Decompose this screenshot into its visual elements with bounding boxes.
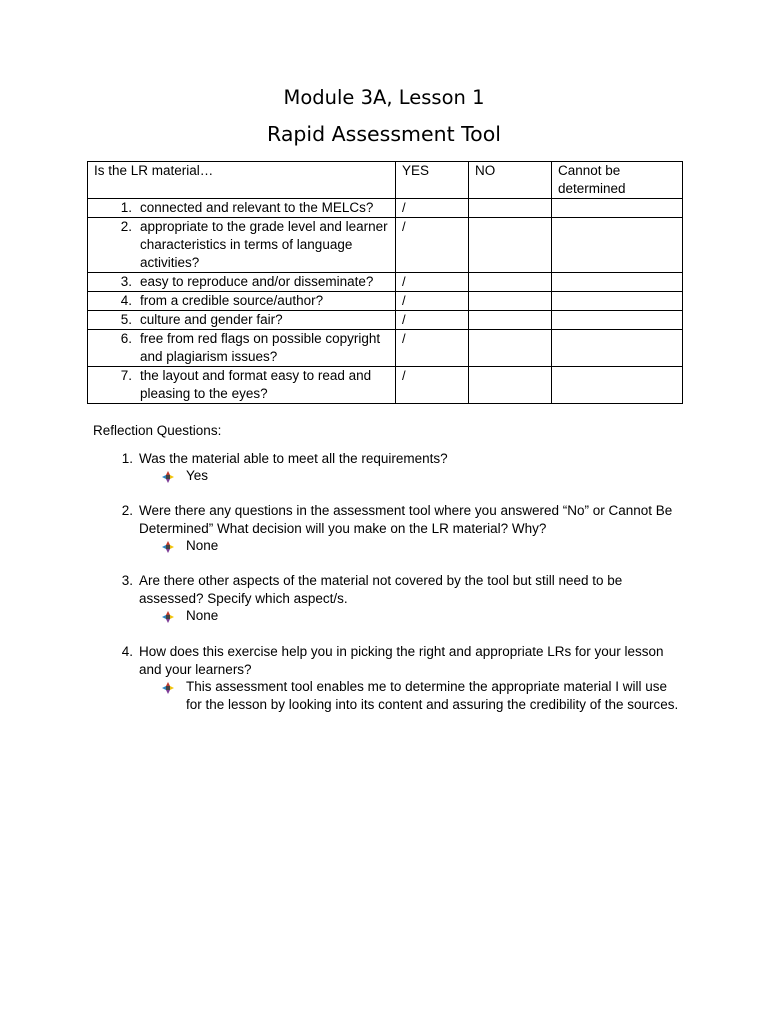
cbd-cell xyxy=(552,292,683,311)
cbd-cell xyxy=(552,218,683,273)
header-criteria: Is the LR material… xyxy=(88,162,396,199)
row-criterion: free from red flags on possible copyright and plagiarism issues? xyxy=(140,331,381,364)
reflection-answer xyxy=(160,678,680,714)
table-row xyxy=(88,273,683,292)
row-number: 6. xyxy=(120,331,132,346)
cbd-cell xyxy=(552,311,683,330)
row-number: 4. xyxy=(120,293,132,308)
table-header-row xyxy=(88,162,683,199)
table-row xyxy=(88,330,683,367)
question-text: How does this exercise help you in picking the right and appropriate LRs for your lesson and your learners? xyxy=(139,644,664,677)
arrow-bullet-icon xyxy=(160,678,186,714)
reflection-answer xyxy=(160,537,680,555)
reflection-question xyxy=(113,502,673,538)
yes-mark: / xyxy=(396,292,469,311)
yes-mark: / xyxy=(396,218,469,273)
reflection-answer xyxy=(160,607,680,625)
row-criterion: connected and relevant to the MELCs? xyxy=(140,200,374,215)
question-text: Was the material able to meet all the requirements? xyxy=(139,451,448,466)
table-row xyxy=(88,199,683,218)
no-cell xyxy=(469,199,552,218)
assessment-table xyxy=(87,161,683,404)
table-row xyxy=(88,218,683,273)
no-cell xyxy=(469,218,552,273)
no-cell xyxy=(469,367,552,404)
reflection-answer xyxy=(160,467,680,485)
row-number: 3. xyxy=(120,274,132,289)
header-yes: YES xyxy=(396,162,469,199)
row-criterion: easy to reproduce and/or disseminate? xyxy=(140,274,374,289)
row-number: 5. xyxy=(120,312,132,327)
yes-mark: / xyxy=(396,199,469,218)
table-row xyxy=(88,367,683,404)
answer-text: This assessment tool enables me to determine the appropriate material I will use for the lesson by looking into its content and assuring the credibility of the sources. xyxy=(186,679,679,712)
no-cell xyxy=(469,311,552,330)
cbd-cell xyxy=(552,273,683,292)
row-number: 1. xyxy=(120,200,132,215)
answer-text: Yes xyxy=(186,468,209,483)
arrow-bullet-icon xyxy=(160,467,186,485)
page-title: Rapid Assessment Tool xyxy=(267,122,501,146)
answer-text: None xyxy=(186,608,219,623)
row-number: 7. xyxy=(120,368,132,383)
no-cell xyxy=(469,292,552,311)
row-number: 2. xyxy=(120,219,132,234)
header-cannot-be-determined: Cannot be determined xyxy=(552,162,683,199)
question-text: Were there any questions in the assessment tool where you answered “No” or Cannot Be Determined” What decision will you make on the LR material? Why? xyxy=(139,503,673,536)
question-number: 4. xyxy=(121,644,133,659)
yes-mark: / xyxy=(396,311,469,330)
no-cell xyxy=(469,273,552,292)
question-number: 1. xyxy=(121,451,133,466)
cbd-cell xyxy=(552,199,683,218)
table-row xyxy=(88,292,683,311)
reflection-question xyxy=(113,572,673,608)
table-row xyxy=(88,311,683,330)
reflection-question xyxy=(113,450,673,468)
cbd-cell xyxy=(552,367,683,404)
row-criterion: the layout and format easy to read and pleasing to the eyes? xyxy=(140,368,372,401)
question-number: 2. xyxy=(121,503,133,518)
reflection-question xyxy=(113,643,673,679)
no-cell xyxy=(469,330,552,367)
question-number: 3. xyxy=(121,573,133,588)
arrow-bullet-icon xyxy=(160,607,186,625)
header-no: NO xyxy=(469,162,552,199)
module-title: Module 3A, Lesson 1 xyxy=(283,86,485,109)
reflection-heading: Reflection Questions: xyxy=(93,423,222,438)
yes-mark: / xyxy=(396,367,469,404)
arrow-bullet-icon xyxy=(160,537,186,555)
answer-text: None xyxy=(186,538,219,553)
yes-mark: / xyxy=(396,330,469,367)
yes-mark: / xyxy=(396,273,469,292)
question-text: Are there other aspects of the material not covered by the tool but still need to be assessed? Specify which aspect/s. xyxy=(139,573,623,606)
row-criterion: appropriate to the grade level and learner characteristics in terms of language activities? xyxy=(140,219,388,270)
cbd-cell xyxy=(552,330,683,367)
row-criterion: from a credible source/author? xyxy=(140,293,324,308)
row-criterion: culture and gender fair? xyxy=(140,312,283,327)
